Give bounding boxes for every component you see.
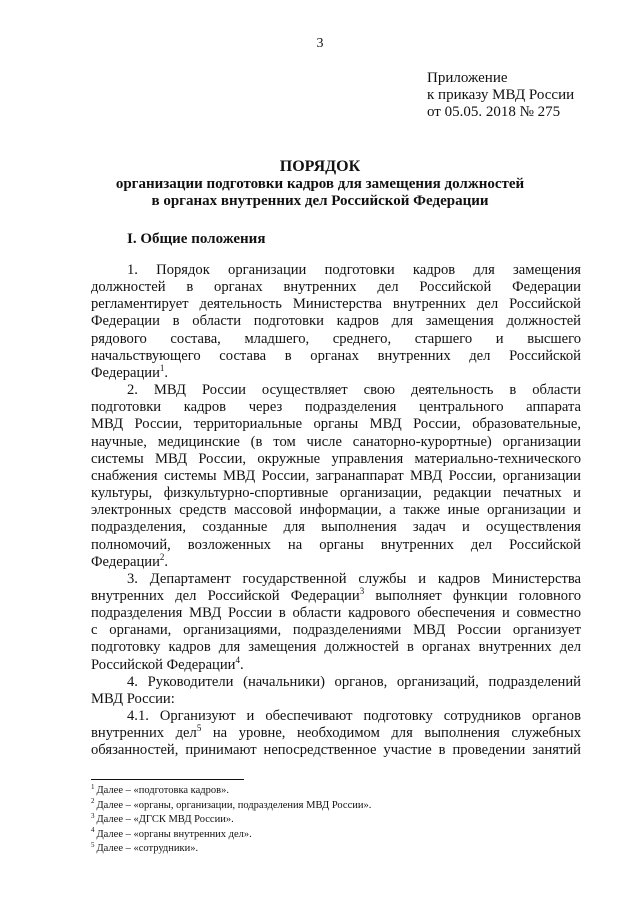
body-line-text: МВД России, территориальные органы МВД России, образовательные, <box>91 416 581 433</box>
body-line <box>91 654 581 674</box>
footnote-item <box>91 813 371 828</box>
body-line <box>91 365 581 382</box>
footnote-item <box>91 799 371 814</box>
footnote-text: Далее – «органы внутренних дел». <box>96 828 252 840</box>
footnote-ref: 1 <box>159 363 165 374</box>
footnotes <box>91 784 371 857</box>
body-line <box>91 348 581 365</box>
subtitle-line: в органах внутренних дел Российской Федерации <box>151 193 489 209</box>
body-line-text: системы МВД России, окружные управления материально-технического <box>91 450 581 467</box>
footnote-ref: 4 <box>235 654 240 665</box>
body-line <box>91 519 581 536</box>
body-line-text: Федерации <box>91 553 160 570</box>
footnote-item <box>91 828 371 843</box>
body-line-tail: на уровне, необходимом для выполнения служебных <box>201 725 581 742</box>
body-line-text: с органами, организациями, подразделениями МВД России организует <box>91 622 581 639</box>
body-line <box>91 382 581 399</box>
body-line <box>91 468 581 485</box>
body-line-text: полномочий, возложенных на органы внутренних дел Российской <box>91 536 581 553</box>
body-line <box>91 485 581 502</box>
body-line-text: подразделения МВД России в области кадрового обеспечения и совместно <box>91 605 581 622</box>
body-line <box>91 451 581 468</box>
body-line-text: МВД России: <box>91 690 175 707</box>
footnote-item <box>91 784 371 799</box>
body-line-text: регламентирует деятельность Министерства внутренних дел Российской <box>91 296 581 313</box>
page-number: 3 <box>316 36 324 51</box>
body-text <box>91 262 581 760</box>
body-line-text: 1. Порядок организации подготовки кадров для замещения <box>127 262 581 278</box>
body-line <box>91 588 581 605</box>
body-line-text: обязанностей, принимают непосредственное участие в проведении занятий <box>91 742 581 759</box>
appendix-block <box>427 70 574 121</box>
body-line-tail: . <box>240 656 244 673</box>
body-line <box>91 691 581 708</box>
body-line-text: 3. Департамент государственной службы и кадров Министерства <box>127 570 581 587</box>
body-line <box>91 416 581 433</box>
footnote-number: 4 <box>91 826 95 835</box>
body-line-text: рядового состава, младшего, среднего, старшего и высшего <box>91 330 581 347</box>
body-line <box>91 551 581 571</box>
body-line <box>91 622 581 639</box>
body-line-text: 4. Руководители (начальники) органов, организаций, подразделений <box>127 673 581 690</box>
footnote-ref: 2 <box>159 551 165 562</box>
body-line <box>91 742 581 759</box>
body-line-text: 2. МВД России осуществляет свою деятельность в области <box>127 382 581 399</box>
document-subtitle <box>0 176 640 210</box>
footnote-number: 5 <box>91 840 95 849</box>
body-line-text: внутренних дел <box>91 725 197 742</box>
body-line-text: подготовку кадров для замещения должностей в органах внутренних дел <box>91 639 581 656</box>
body-line <box>91 502 581 519</box>
body-line <box>91 434 581 451</box>
body-line-text: внутренних дел Российской Федерации <box>91 587 360 604</box>
body-line <box>91 674 581 691</box>
appendix-label: Приложение <box>427 70 508 86</box>
footnote-number: 3 <box>91 811 95 820</box>
body-line <box>91 537 581 554</box>
body-line-tail: . <box>164 553 169 570</box>
body-line <box>91 313 581 330</box>
body-line <box>91 262 581 279</box>
appendix-order-date: от 05.05. 2018 № 275 <box>427 104 561 120</box>
body-line-text: подразделения, созданные для выполнения задач и осуществления <box>91 519 581 536</box>
body-line-text: 4.1. Организуют и обеспечивают подготовку сотрудников органов <box>127 708 581 725</box>
body-line-text: начальствующего состава в органах внутренних дел Российской <box>91 347 581 364</box>
footnote-item <box>91 842 371 857</box>
body-line <box>91 605 581 622</box>
body-line-text: снабжения системы МВД России, загранаппарат МВД России, организации <box>91 467 581 484</box>
body-line-text: Российской Федерации <box>91 656 236 673</box>
body-line <box>91 296 581 313</box>
body-line-text: научные, медицинские (в том числе санаторно-курортные) организации <box>91 433 581 450</box>
body-line <box>91 639 581 656</box>
body-line <box>91 279 581 296</box>
body-line-tail: . <box>164 364 169 381</box>
body-line <box>91 571 581 588</box>
footnote-number: 2 <box>91 797 95 806</box>
footnote-text: Далее – «ДГСК МВД России». <box>96 814 234 826</box>
body-line-tail: выполняет функции головного <box>364 587 581 604</box>
footnote-ref: 3 <box>359 586 365 597</box>
body-line <box>91 708 581 725</box>
footnote-number: 1 <box>91 782 95 791</box>
body-line <box>91 725 581 742</box>
body-line-text: Федерации <box>91 364 160 381</box>
document-title: ПОРЯДОК <box>279 158 361 175</box>
footnote-text: Далее – «подготовка кадров». <box>96 785 229 796</box>
body-line-text: электронных средств массовой информации, а также иные организации и <box>91 502 581 519</box>
body-line-text: Федерации в области подготовки кадров для замещения должностей <box>91 313 581 330</box>
footnote-text: Далее – «органы, организации, подразделения МВД России». <box>96 799 372 811</box>
section-heading: I. Общие положения <box>127 231 266 247</box>
footnote-divider <box>91 779 244 780</box>
footnote-ref: 5 <box>196 723 202 734</box>
body-line-text: культуры, физкультурно-спортивные организации, редакции печатных и <box>91 485 581 502</box>
body-line <box>91 399 581 416</box>
appendix-order-ref: к приказу МВД России <box>427 87 575 103</box>
subtitle-line: организации подготовки кадров для замещения должностей <box>115 176 525 192</box>
footnote-text: Далее – «сотрудники». <box>96 843 199 855</box>
body-line-text: должностей в органах внутренних дел Российской Федерации <box>91 279 581 296</box>
body-line-text: подготовки кадров через подразделения центрального аппарата <box>91 399 581 416</box>
body-line <box>91 331 581 348</box>
